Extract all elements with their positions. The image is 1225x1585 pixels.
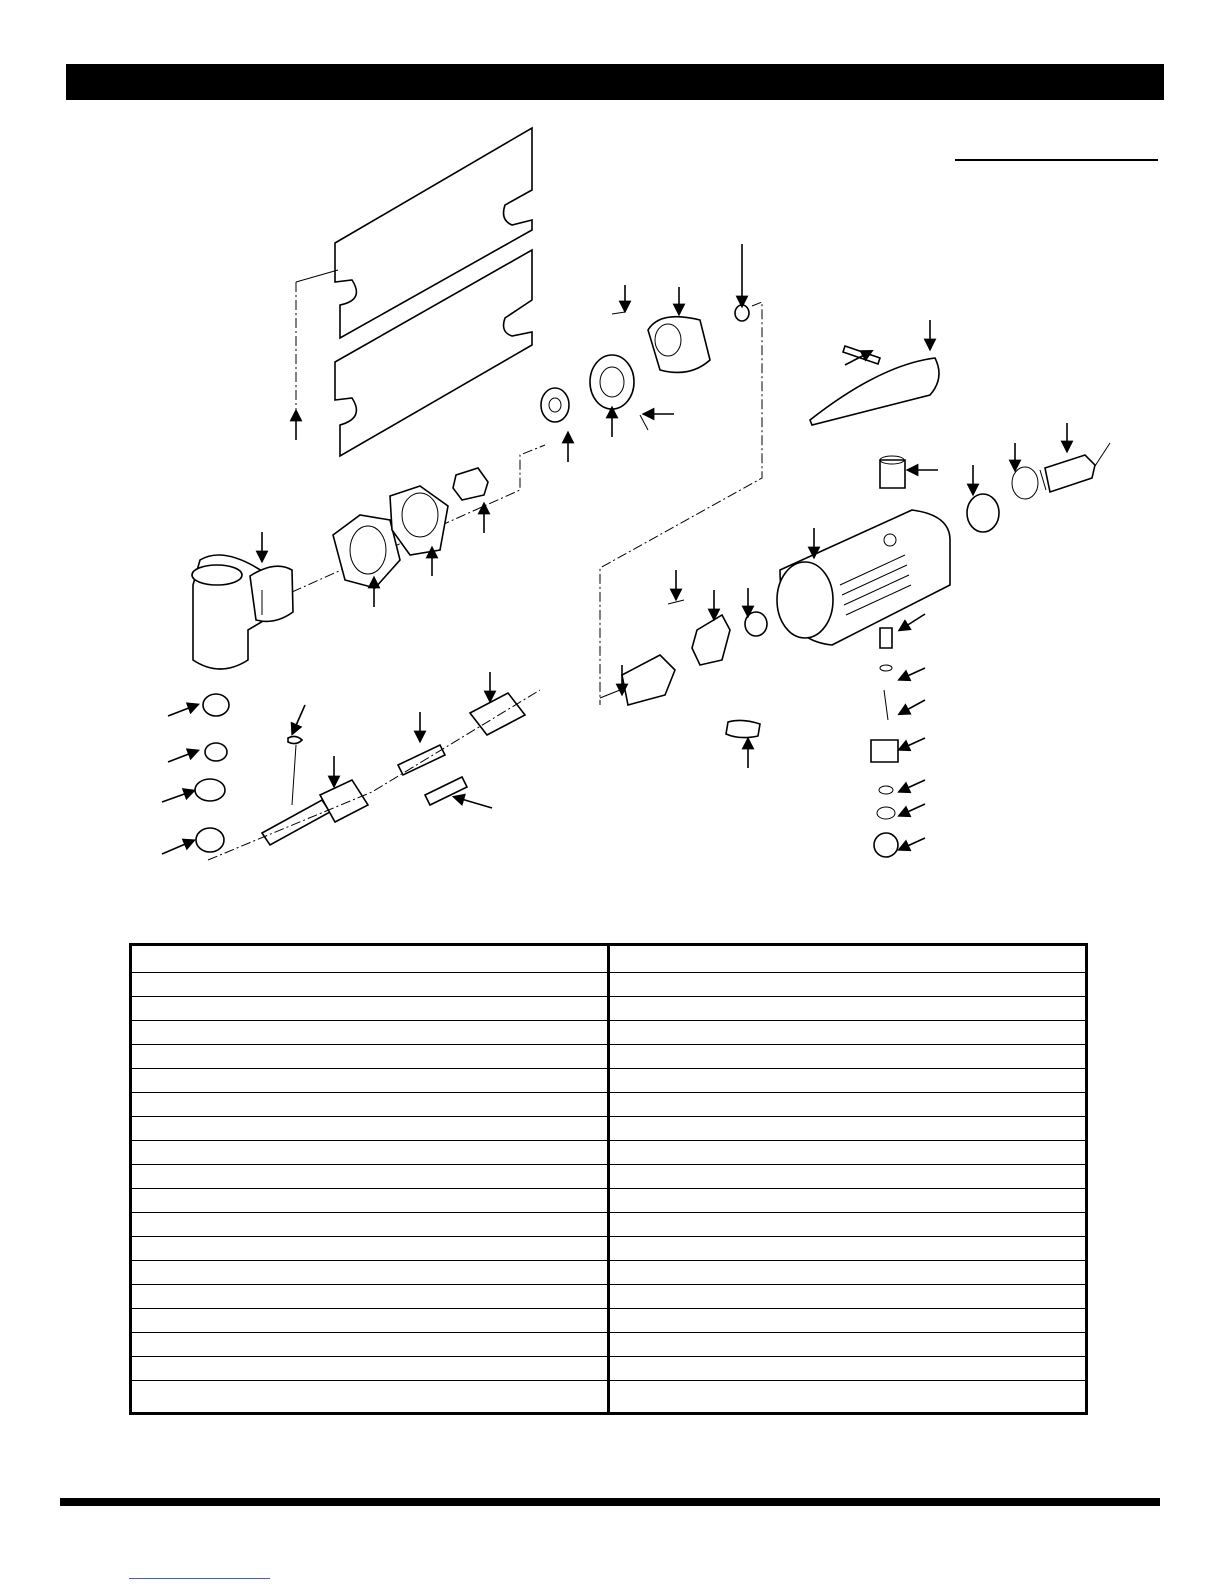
table-row	[610, 1117, 1085, 1141]
table-row	[610, 1381, 1085, 1405]
valve-bushing	[880, 456, 905, 488]
table-row	[132, 1069, 607, 1093]
drive-shaft	[398, 745, 445, 775]
table-row	[132, 1381, 607, 1405]
header-bar	[66, 64, 1164, 100]
rotor	[600, 655, 675, 705]
table-row	[610, 1285, 1085, 1309]
end-plate	[590, 355, 634, 409]
rear-bearing	[745, 612, 767, 636]
table-row	[610, 1357, 1085, 1381]
collet-washers	[195, 694, 229, 852]
table-row	[132, 1357, 607, 1381]
spindle-pin	[425, 777, 467, 805]
table-row	[610, 1021, 1085, 1045]
coupling	[470, 693, 525, 735]
table-row	[132, 1285, 607, 1309]
key-pin	[288, 736, 302, 805]
motor-housing	[777, 510, 950, 645]
small-bushing	[735, 305, 749, 321]
table-row	[132, 946, 607, 973]
table-row	[132, 1045, 607, 1069]
table-row	[132, 1261, 607, 1285]
table-row	[132, 1093, 607, 1117]
table-row	[610, 997, 1085, 1021]
table-row	[610, 1261, 1085, 1285]
parts-list-table	[129, 943, 1088, 1415]
footer-link[interactable]	[129, 1578, 270, 1579]
table-row	[610, 973, 1085, 997]
table-row	[610, 1141, 1085, 1165]
table-row	[610, 946, 1085, 973]
pinion-gear	[453, 468, 488, 500]
footer-bar	[60, 1498, 1160, 1506]
air-inlet	[1040, 455, 1095, 492]
table-row	[132, 1021, 607, 1045]
table-row	[610, 1237, 1085, 1261]
throttle-lever	[810, 358, 939, 425]
table-row	[132, 973, 607, 997]
table-row	[132, 1309, 607, 1333]
oring-large	[1012, 467, 1038, 499]
table-row	[610, 1213, 1085, 1237]
table-row	[132, 1189, 607, 1213]
table-row	[610, 1069, 1085, 1093]
exploded-parts-diagram	[0, 100, 1225, 900]
table-row	[132, 1117, 607, 1141]
table-row	[132, 1165, 607, 1189]
parts-column-right	[610, 946, 1085, 1412]
table-row	[610, 1309, 1085, 1333]
cylinder	[648, 317, 710, 373]
table-row	[610, 1165, 1085, 1189]
parts-column-left	[132, 946, 607, 1412]
lock-nut	[333, 515, 400, 588]
table-row	[610, 1333, 1085, 1357]
lever-pin	[843, 346, 880, 364]
rear-cap	[967, 494, 999, 532]
table-row	[132, 1213, 607, 1237]
angle-head-housing	[192, 555, 293, 669]
bearing	[541, 388, 569, 422]
table-row	[132, 1141, 607, 1165]
table-row	[610, 1189, 1085, 1213]
vane-blade	[726, 720, 760, 737]
valve-stem	[871, 628, 898, 857]
rear-plate	[692, 615, 730, 665]
table-row	[132, 1333, 607, 1357]
table-row	[132, 1237, 607, 1261]
table-row	[610, 1093, 1085, 1117]
table-row	[132, 997, 607, 1021]
table-row	[610, 1045, 1085, 1069]
spindle	[262, 780, 368, 845]
